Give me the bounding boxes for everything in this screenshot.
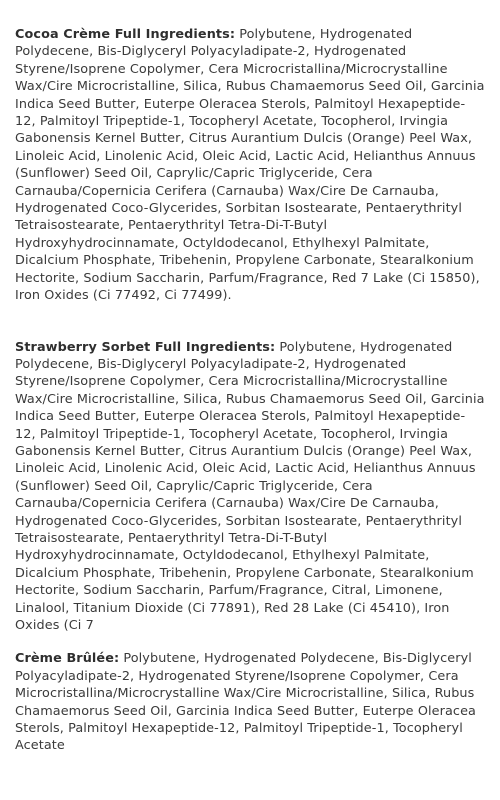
ingredients-document bbox=[15, 26, 485, 755]
section-label: Crème Brûlée: bbox=[15, 651, 120, 667]
ingredient-section-cocoa-creme bbox=[15, 26, 485, 305]
ingredient-section-strawberry-sorbet bbox=[15, 339, 485, 635]
section-label: Cocoa Crème Full Ingredients: bbox=[15, 27, 236, 42]
section-ingredients-text: Polybutene, Hydrogenated Polydecene, Bis-Diglyceryl Polyacyladipate-2, Hydrogenated Styrene/Isoprene Copolymer, Cera Microcristallina/Microcrystalline Wax/Cire Microcristalline, Silica, Rubus Chamaemorus Seed Oil, Garcinia Indica Seed Butter, Euterpe Oleracea Sterols, Palmitoyl Hexapeptide-12, Palmitoyl Tripeptide-1, Tocopheryl Acetate, Tocopherol, Irvingia Gabonensis Kernel Butter, Citrus Aurantium Dulcis (Orange) Peel Wax, Linoleic Acid, Linolenic Acid, Oleic Acid, Lactic Acid, Helianthus Annuus (Sunflower) Seed Oil, Caprylic/Capric Triglyceride, Cera Carnauba/Copernicia Cerifera (Carnauba) Wax/Cire De Carnauba, Hydrogenated Coco-Glycerides, Sorbitan Isostearate, Pentaerythrityl Tetraisostearate, Pentaerythrityl Tetra-Di-T-Butyl Hydroxyhydrocinnamate, Octyldodecanol, Ethylhexyl Palmitate, Dicalcium Phosphate, Tribehenin, Propylene Carbonate, Stearalkonium Hectorite, Sodium Saccharin, Parfum/Fragrance, Citral, Limonene, Linalool, Titanium Dioxide (Ci 77891), Red 28 Lake (Ci 45410), Iron Oxides (Ci 7 bbox=[15, 339, 485, 633]
ingredient-section-creme-brulee bbox=[15, 650, 485, 754]
section-ingredients-text: Polybutene, Hydrogenated Polydecene, Bis-Diglyceryl Polyacyladipate-2, Hydrogenated Styrene/Isoprene Copolymer, Cera Microcristallina/Microcrystalline Wax/Cire Microcristalline, Silica, Rubus Chamaemorus Seed Oil, Garcinia Indica Seed Butter, Euterpe Oleracea Sterols, Palmitoyl Hexapeptide-12, Palmitoyl Tripeptide-1, Tocopheryl Acetate bbox=[15, 651, 476, 754]
section-label: Strawberry Sorbet Full Ingredients: bbox=[15, 339, 276, 355]
section-ingredients-text: Polybutene, Hydrogenated Polydecene, Bis-Diglyceryl Polyacyladipate-2, Hydrogenated Styrene/Isoprene Copolymer, Cera Microcristallina/Microcrystalline Wax/Cire Microcristalline, Silica, Rubus Chamaemorus Seed Oil, Garcinia Indica Seed Butter, Euterpe Oleracea Sterols, Palmitoyl Hexapeptide-12, Palmitoyl Tripeptide-1, Tocopheryl Acetate, Tocopherol, Irvingia Gabonensis Kernel Butter, Citrus Aurantium Dulcis (Orange) Peel Wax, Linoleic Acid, Linolenic Acid, Oleic Acid, Lactic Acid, Helianthus Annuus (Sunflower) Seed Oil, Caprylic/Capric Triglyceride, Cera Carnauba/Copernicia Cerifera (Carnauba) Wax/Cire De Carnauba, Hydrogenated Coco-Glycerides, Sorbitan Isostearate, Pentaerythrityl Tetraisostearate, Pentaerythrityl Tetra-Di-T-Butyl Hydroxyhydrocinnamate, Octyldodecanol, Ethylhexyl Palmitate, Dicalcium Phosphate, Tribehenin, Propylene Carbonate, Stearalkonium Hectorite, Sodium Saccharin, Parfum/Fragrance, Red 7 Lake (Ci 15850), Iron Oxides (Ci 77492, Ci 77499). bbox=[15, 27, 485, 304]
